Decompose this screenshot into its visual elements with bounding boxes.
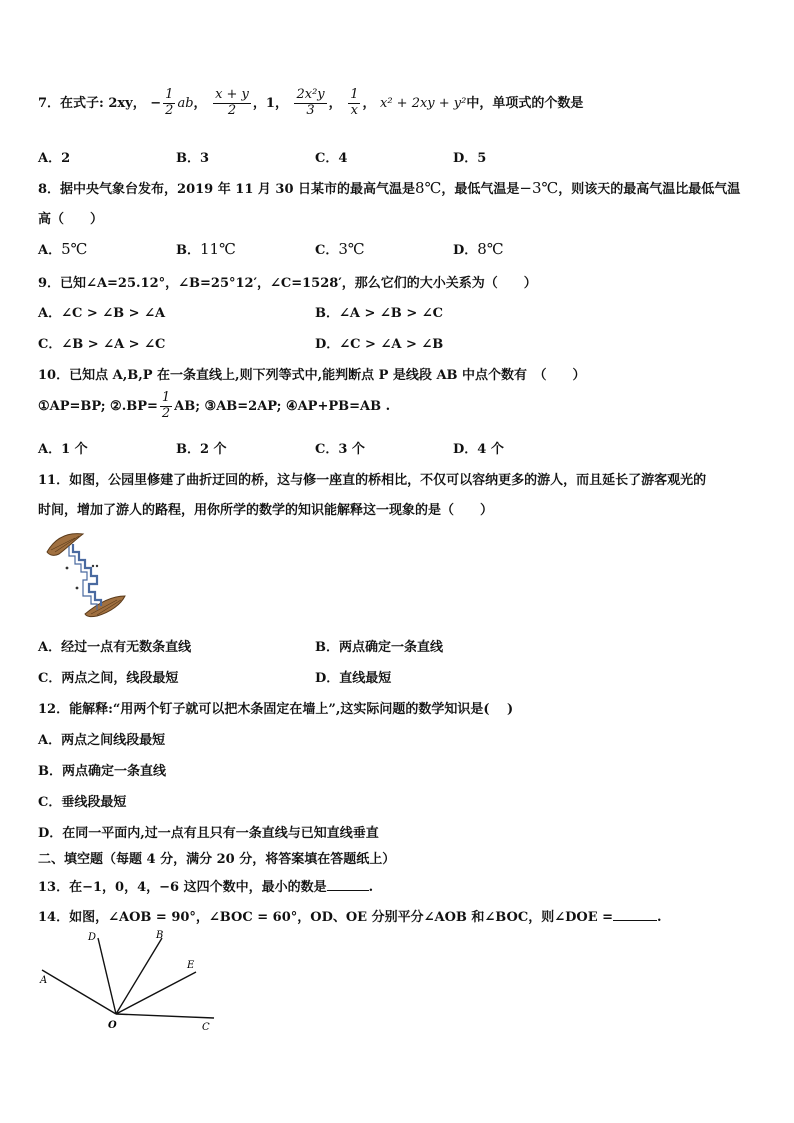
q7-suffix: 中，单项式的个数是 [466, 95, 584, 111]
label-d: D [88, 932, 97, 943]
q11-stem-line1: 11．如图，公园里修建了曲折迂回的桥，这与修一座直的桥相比，不仅可以容纳更多的游人，而且延长了游客观光的 [38, 473, 707, 488]
q7-option-d[interactable]: D．5 [453, 151, 487, 166]
q8-option-b[interactable]: B．11℃ [176, 240, 236, 258]
q11-option-c[interactable]: C．两点之间，线段最短 [38, 671, 179, 686]
label-e: E [187, 960, 195, 971]
label-b: B [156, 930, 164, 941]
q8-stem-line2: 高（ ） [38, 212, 104, 227]
q8-option-c[interactable]: C．3℃ [315, 240, 365, 258]
q9-option-d[interactable]: D．∠C > ∠A > ∠B [315, 337, 444, 352]
q12-option-b[interactable]: B．两点确定一条直线 [38, 764, 166, 779]
label-o: O [108, 1020, 117, 1031]
q9-option-c[interactable]: C．∠B > ∠A > ∠C [38, 337, 166, 352]
q11-option-d[interactable]: D．直线最短 [315, 671, 392, 686]
q12-option-d[interactable]: D．在同一平面内,过一点有且只有一条直线与已知直线垂直 [38, 826, 379, 841]
label-c: C [202, 1022, 210, 1033]
q7-one: ，1， [252, 95, 288, 111]
q7-f1-sign: − [150, 95, 162, 111]
q12-option-c[interactable]: C．垂线段最短 [38, 795, 127, 810]
q13-answer-blank[interactable] [327, 878, 369, 891]
q7-f1-tail: ab [177, 95, 194, 111]
section-2-title: 二、填空题（每题 4 分，满分 20 分，将答案填在答题纸上） [38, 852, 396, 867]
q14-angle-figure [36, 928, 222, 1036]
q10-option-d[interactable]: D．4 个 [453, 442, 504, 457]
q8-high-temp: 8℃ [415, 179, 442, 197]
q7-fraction-2: $\frac{x + y}{2}$ [215, 87, 249, 118]
q7-option-a[interactable]: A．2 [38, 151, 71, 166]
q9-stem: 9．已知∠A=25.12°，∠B=25°12′，∠C=1528′，那么它们的大小关系为（ ） [38, 276, 537, 291]
q8-option-a[interactable]: A．5℃ [38, 240, 88, 258]
q10-option-a[interactable]: A．1 个 [38, 442, 88, 457]
q7-polynomial: x² + 2xy + y² [380, 95, 467, 111]
q14-answer-blank[interactable] [613, 908, 657, 921]
q10-option-b[interactable]: B．2 个 [176, 442, 227, 457]
q7-fraction-3: $\frac{\text{2x²y}}{3}$ [296, 87, 325, 118]
q11-option-a[interactable]: A．经过一点有无数条直线 [38, 640, 192, 655]
q9-option-a[interactable]: A．∠C > ∠B > ∠A [38, 306, 166, 321]
q9-option-b[interactable]: B．∠A > ∠B > ∠C [315, 306, 443, 321]
q8-option-d[interactable]: D．8℃ [453, 240, 504, 258]
label-a: A [40, 975, 48, 986]
q11-option-b[interactable]: B．两点确定一条直线 [315, 640, 443, 655]
q7-option-c[interactable]: C．4 [315, 151, 348, 166]
q8-stem-line1: 8．据中央气象台发布，2019 年 11 月 30 日某市的最高气温是8℃，最低气温是−3℃，则该天的最高气温比最低气温 [38, 179, 741, 197]
q10-fraction: $\frac{1}{2}$ [161, 390, 171, 421]
q7-prefix: 7．在式子: 2xy， [38, 95, 146, 111]
q13-stem: 13．在−1，0，4，−6 这四个数中，最小的数是 . [38, 880, 374, 895]
q10-equations: ①AP=BP; ②.BP= $\frac{1}{2}$ AB; ③AB=2AP; ④AP+PB=AB . [38, 390, 391, 421]
q7-stem: 7．在式子: 2xy， − $\frac{1}{2}$ ab， $\frac{x + y}{2}$ ，1， $\frac{\text{2x²y}}{3}$ ， $\frac{1}{x}$ ， x² + 2xy + y²中，单项式的个数是 [38, 87, 584, 118]
q7-option-b[interactable]: B．3 [176, 151, 210, 166]
q10-stem: 10．已知点 A,B,P 在一条直线上,则下列等式中,能判断点 P 是线段 AB 中点个数有 （ ） [38, 368, 586, 383]
q7-fraction-1: $\frac{1}{2}$ [165, 87, 174, 118]
q11-bridge-figure [45, 530, 127, 618]
q14-stem: 14．如图，∠AOB = 90°，∠BOC = 60°，OD、OE 分别平分∠AOB 和∠BOC，则∠DOE = . [38, 910, 662, 925]
q10-option-c[interactable]: C．3 个 [315, 442, 365, 457]
q11-stem-line2: 时间，增加了游人的路程，用你所学的数学的知识能解释这一现象的是（ ） [38, 503, 494, 518]
q12-stem: 12．能解释:“用两个钉子就可以把木条固定在墙上”,这实际问题的数学知识是( ) [38, 702, 514, 717]
q7-fraction-4: $\frac{1}{x}$ [350, 87, 359, 118]
q12-option-a[interactable]: A．两点之间线段最短 [38, 733, 166, 748]
q8-low-temp: −3℃ [519, 179, 559, 197]
